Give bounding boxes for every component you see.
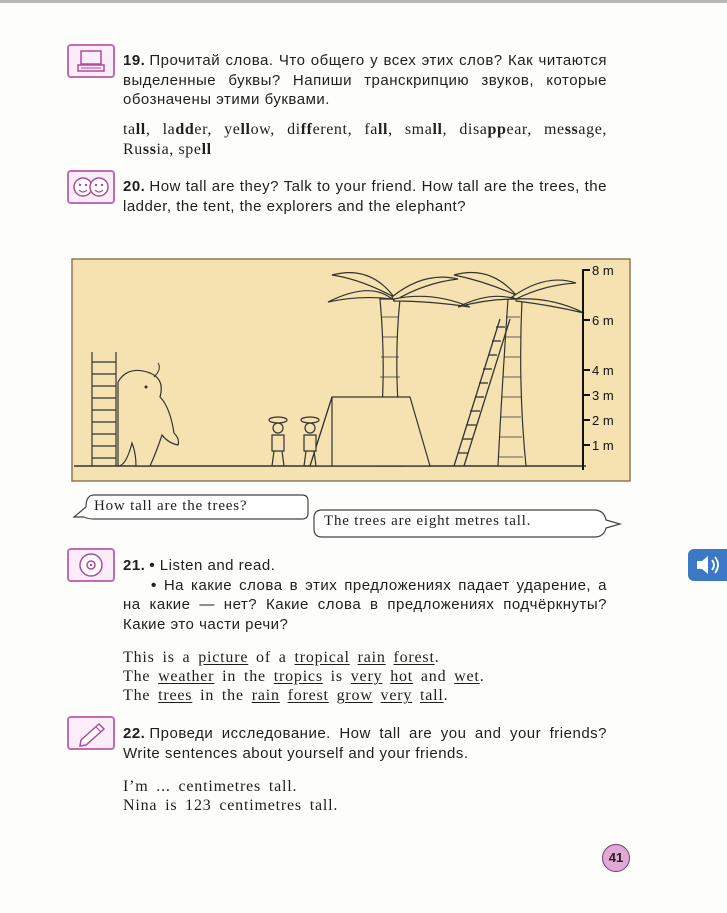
answer-bubble: The trees are eight metres tall. [324, 513, 532, 529]
word-item: fall [364, 121, 389, 138]
sentence-text: The [123, 687, 159, 704]
sentence-text [412, 687, 420, 704]
underlined-word: forest [287, 687, 329, 704]
word-item: tall [123, 121, 146, 138]
underlined-word: rain [357, 649, 386, 666]
exercise-19-number: 19. [123, 52, 146, 69]
example-sentence: Nina is 123 centimetres tall. [123, 797, 339, 814]
scale-label: 2 m [592, 413, 614, 428]
underlined-word: wet [454, 668, 480, 685]
scale-label: 3 m [592, 388, 614, 403]
sentence-text [329, 687, 337, 704]
underlined-word: tall [419, 687, 444, 704]
underlined-word: grow [336, 687, 373, 704]
word-item: message [543, 121, 603, 138]
scale-label: 4 m [592, 363, 614, 378]
exercise-22-number: 22. [123, 725, 146, 742]
pencil-icon [67, 716, 115, 750]
underlined-word: hot [390, 668, 414, 685]
sentence-text: . [479, 668, 485, 685]
sentence-line [123, 648, 440, 667]
sentence-text: in the [192, 687, 252, 704]
sentence-text: and [413, 668, 455, 685]
exercise-20-number: 20. [123, 178, 146, 195]
question-bubble: How tall are the trees? [94, 498, 248, 514]
sentence-text: The [123, 668, 159, 685]
faces-icon [67, 170, 115, 204]
exercise-21-number: 21. [123, 557, 146, 574]
speaker-icon [688, 549, 727, 581]
word-item: ladder [162, 121, 208, 138]
sentence-text [350, 649, 358, 666]
underlined-word: forest [393, 649, 435, 666]
underlined-word: tropical [294, 649, 350, 666]
underlined-word: very [380, 687, 413, 704]
sentence-text: . [434, 649, 440, 666]
sentence-line [123, 686, 448, 705]
sentence-text: in the [214, 668, 274, 685]
sentence-text: . [443, 687, 449, 704]
exercise-19-text: 19. Прочитай слова. Что общего у всех этих слов? Как читаются выделенные буквы? Напиши транскрипцию звуков, которые обозначены этими буквами. [123, 52, 607, 108]
underlined-word: tropics [273, 668, 323, 685]
exercise-20-text: 20. How tall are they? Talk to your friend. How tall are the trees, the ladder, the tent, the explorers and the elephant? [123, 178, 607, 215]
example-sentence: I’m ... centimetres tall. [123, 778, 298, 795]
sentence-text [373, 687, 381, 704]
exercise-19-word-list: tall, ladder, yellow, different, fall, small, disappear, message, Russia, spell [123, 121, 608, 158]
word-item: yellow [224, 121, 271, 138]
underlined-word: weather [158, 668, 215, 685]
underlined-word: trees [158, 687, 193, 704]
cd-icon [67, 548, 115, 582]
scale-label: 6 m [592, 313, 614, 328]
word-item: small [404, 121, 443, 138]
page-number: 41 [602, 844, 630, 872]
underlined-word: rain [251, 687, 280, 704]
underlined-word: picture [198, 649, 249, 666]
word-item: disappear [459, 121, 528, 138]
sentence-text [280, 687, 288, 704]
laptop-icon [67, 44, 115, 78]
scale-label: 1 m [592, 438, 614, 453]
sentence-text: This is a [123, 649, 199, 666]
sentence-line [123, 667, 485, 686]
underlined-word: very [350, 668, 383, 685]
sentence-text: is [322, 668, 351, 685]
sentence-text: of a [248, 649, 295, 666]
audio-button[interactable] [688, 549, 727, 581]
word-item: different [287, 121, 348, 138]
exercise-22-text: 22. Проведи исследование. How tall are you and your friends? Write sentences about yourself and your friends. [123, 725, 607, 762]
top-border [0, 0, 727, 3]
word-item: Russia [123, 141, 170, 158]
exercise-21-text: 21. • Listen and read. • На какие слова в этих предложениях падает ударение, а на какие — нет? Какие слова в предложениях подчёркнуты? Какие это части речи? [123, 557, 607, 633]
scale-label: 8 m [592, 263, 614, 278]
word-item: spell [178, 141, 212, 158]
jungle-illustration [70, 257, 632, 483]
